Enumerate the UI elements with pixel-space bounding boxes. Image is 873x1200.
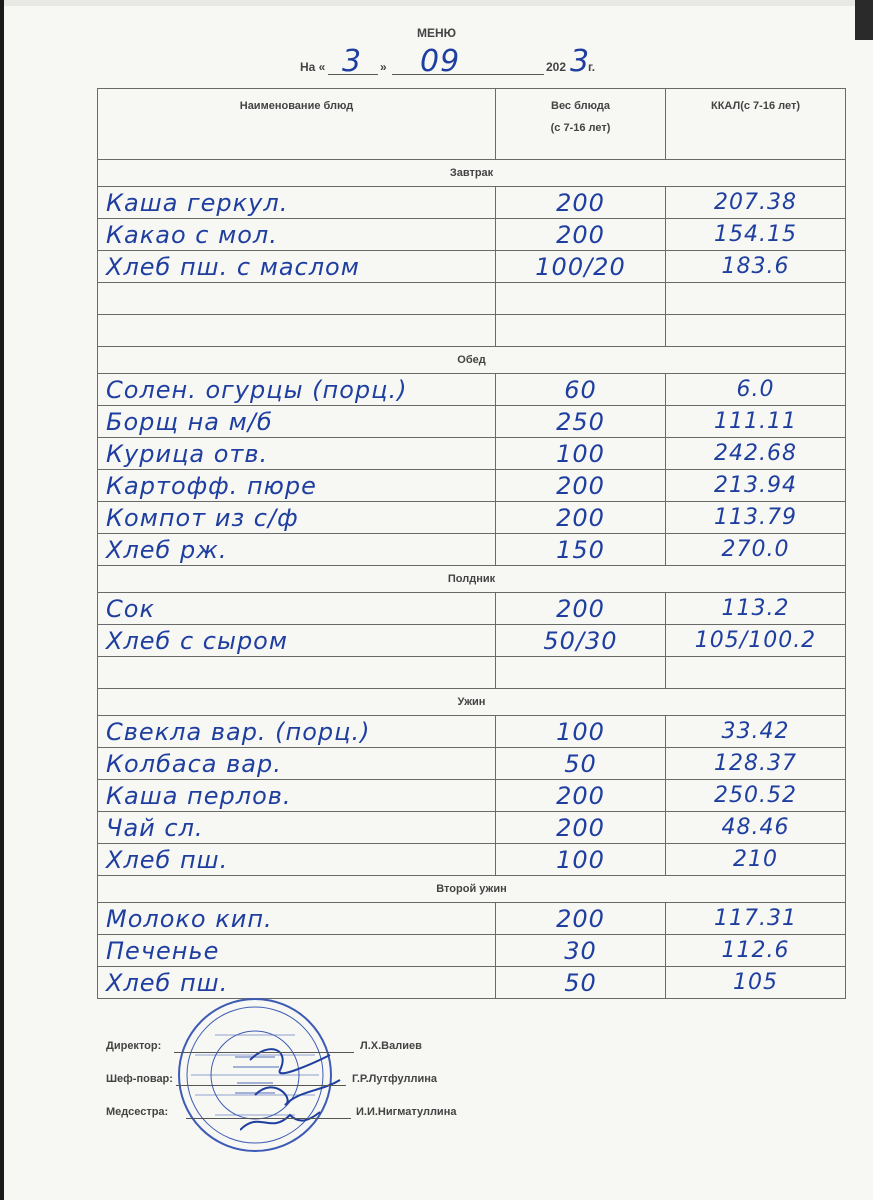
dish-kcal xyxy=(666,283,846,315)
table-row xyxy=(98,374,846,406)
nurse-underline xyxy=(186,1118,351,1119)
header-weight xyxy=(496,89,666,160)
table-row xyxy=(98,657,846,689)
document-title: МЕНЮ xyxy=(416,26,457,40)
director-label: Директор: xyxy=(106,1040,162,1052)
table-row xyxy=(98,593,846,625)
dish-kcal: 111.11 xyxy=(666,406,846,438)
dish-kcal: 242.68 xyxy=(666,438,846,470)
dish-weight xyxy=(496,657,666,689)
page-edge-top xyxy=(0,0,873,6)
director-signature-line xyxy=(106,1040,446,1056)
dish-kcal: 183.6 xyxy=(666,251,846,283)
dish-weight xyxy=(496,315,666,347)
dish-weight: 100 xyxy=(496,438,666,470)
table-row xyxy=(98,502,846,534)
dish-name: Какао с мол. xyxy=(98,219,496,251)
dish-name: Колбаса вар. xyxy=(98,748,496,780)
chef-name: Г.Р.Лутфуллина xyxy=(352,1073,437,1085)
dish-name: Борщ на м/б xyxy=(98,406,496,438)
dish-name: Хлеб с сыром xyxy=(98,625,496,657)
dish-name: Компот из с/ф xyxy=(98,502,496,534)
table-row xyxy=(98,219,846,251)
dish-weight: 200 xyxy=(496,903,666,935)
dish-name: Хлеб пш. xyxy=(98,967,496,999)
header-row xyxy=(98,89,846,160)
table-row xyxy=(98,935,846,967)
table-row xyxy=(98,625,846,657)
dish-name: Чай сл. xyxy=(98,812,496,844)
dish-name: Хлеб рж. xyxy=(98,534,496,566)
chef-signature-line xyxy=(106,1073,466,1089)
dish-kcal: 105 xyxy=(666,967,846,999)
dish-name: Солен. огурцы (порц.) xyxy=(98,374,496,406)
section-title: Завтрак xyxy=(98,160,846,187)
dish-weight: 200 xyxy=(496,812,666,844)
nurse-name: И.И.Нигматуллина xyxy=(356,1106,457,1118)
dish-kcal: 105/100.2 xyxy=(666,625,846,657)
dish-weight: 150 xyxy=(496,534,666,566)
table-row xyxy=(98,438,846,470)
dish-name: Хлеб пш. с маслом xyxy=(98,251,496,283)
dish-kcal: 210 xyxy=(666,844,846,876)
dish-name: Каша перлов. xyxy=(98,780,496,812)
dish-weight: 50 xyxy=(496,967,666,999)
table-row xyxy=(98,903,846,935)
dish-kcal: 117.31 xyxy=(666,903,846,935)
table-row xyxy=(98,716,846,748)
year-digit-handwritten: 3 xyxy=(570,44,591,79)
dish-weight: 100 xyxy=(496,844,666,876)
table-row xyxy=(98,534,846,566)
dish-kcal: 48.46 xyxy=(666,812,846,844)
month-handwritten: 09 xyxy=(420,44,461,79)
table-row xyxy=(98,406,846,438)
table-row xyxy=(98,187,846,219)
dish-name: Картофф. пюре xyxy=(98,470,496,502)
date-line xyxy=(300,44,620,80)
table-row xyxy=(98,748,846,780)
dish-name: Молоко кип. xyxy=(98,903,496,935)
nurse-label: Медсестра: xyxy=(106,1106,169,1118)
scan-border-left xyxy=(0,0,4,1200)
date-prefix: На « xyxy=(300,60,326,74)
nurse-signature-line xyxy=(106,1106,486,1122)
table-row xyxy=(98,812,846,844)
dish-kcal: 128.37 xyxy=(666,748,846,780)
dish-weight: 200 xyxy=(496,593,666,625)
dish-name: Печенье xyxy=(98,935,496,967)
dish-kcal xyxy=(666,657,846,689)
dish-weight: 200 xyxy=(496,502,666,534)
dish-kcal: 213.94 xyxy=(666,470,846,502)
year-suffix: г. xyxy=(588,60,596,74)
header-name: Наименование блюд xyxy=(98,89,496,160)
dish-name: Сок xyxy=(98,593,496,625)
year-prefix: 202 xyxy=(546,60,567,74)
month-underline xyxy=(392,74,544,75)
table-row xyxy=(98,283,846,315)
dish-kcal: 33.42 xyxy=(666,716,846,748)
table-row xyxy=(98,967,846,999)
section-title: Ужин xyxy=(98,689,846,716)
dish-name xyxy=(98,657,496,689)
section-row xyxy=(98,347,846,374)
dish-name xyxy=(98,283,496,315)
director-underline xyxy=(174,1052,354,1053)
dish-weight: 60 xyxy=(496,374,666,406)
section-row xyxy=(98,876,846,903)
header-weight-line1: Вес блюда xyxy=(551,100,610,112)
dish-kcal: 154.15 xyxy=(666,219,846,251)
dish-name xyxy=(98,315,496,347)
table-row xyxy=(98,251,846,283)
day-handwritten: 3 xyxy=(342,44,363,79)
dish-weight: 30 xyxy=(496,935,666,967)
menu-table xyxy=(97,88,846,999)
table-row xyxy=(98,780,846,812)
header-kcal: ККАЛ(с 7-16 лет) xyxy=(666,89,846,160)
dish-name: Курица отв. xyxy=(98,438,496,470)
table-row xyxy=(98,470,846,502)
dish-kcal: 113.79 xyxy=(666,502,846,534)
dish-name: Свекла вар. (порц.) xyxy=(98,716,496,748)
menu-body xyxy=(98,160,846,999)
section-row xyxy=(98,566,846,593)
dish-weight: 50/30 xyxy=(496,625,666,657)
dish-kcal: 250.52 xyxy=(666,780,846,812)
director-name: Л.Х.Валиев xyxy=(360,1040,422,1052)
section-row xyxy=(98,160,846,187)
dish-weight: 200 xyxy=(496,219,666,251)
header-weight-line2: (с 7-16 лет) xyxy=(550,122,611,134)
dish-weight: 100/20 xyxy=(496,251,666,283)
table-row xyxy=(98,844,846,876)
dish-kcal: 113.2 xyxy=(666,593,846,625)
chef-underline xyxy=(176,1085,346,1086)
dish-kcal: 112.6 xyxy=(666,935,846,967)
section-row xyxy=(98,689,846,716)
dish-kcal xyxy=(666,315,846,347)
dish-weight: 200 xyxy=(496,780,666,812)
dish-weight: 200 xyxy=(496,187,666,219)
dish-kcal: 207.38 xyxy=(666,187,846,219)
date-mid: » xyxy=(380,60,387,74)
section-title: Полдник xyxy=(98,566,846,593)
dish-name: Каша геркул. xyxy=(98,187,496,219)
dish-name: Хлеб пш. xyxy=(98,844,496,876)
dish-weight xyxy=(496,283,666,315)
section-title: Второй ужин xyxy=(98,876,846,903)
dish-weight: 100 xyxy=(496,716,666,748)
dish-kcal: 6.0 xyxy=(666,374,846,406)
section-title: Обед xyxy=(98,347,846,374)
dish-weight: 250 xyxy=(496,406,666,438)
dish-weight: 200 xyxy=(496,470,666,502)
table-row xyxy=(98,315,846,347)
dish-kcal: 270.0 xyxy=(666,534,846,566)
chef-label: Шеф-повар: xyxy=(106,1073,173,1085)
dish-weight: 50 xyxy=(496,748,666,780)
